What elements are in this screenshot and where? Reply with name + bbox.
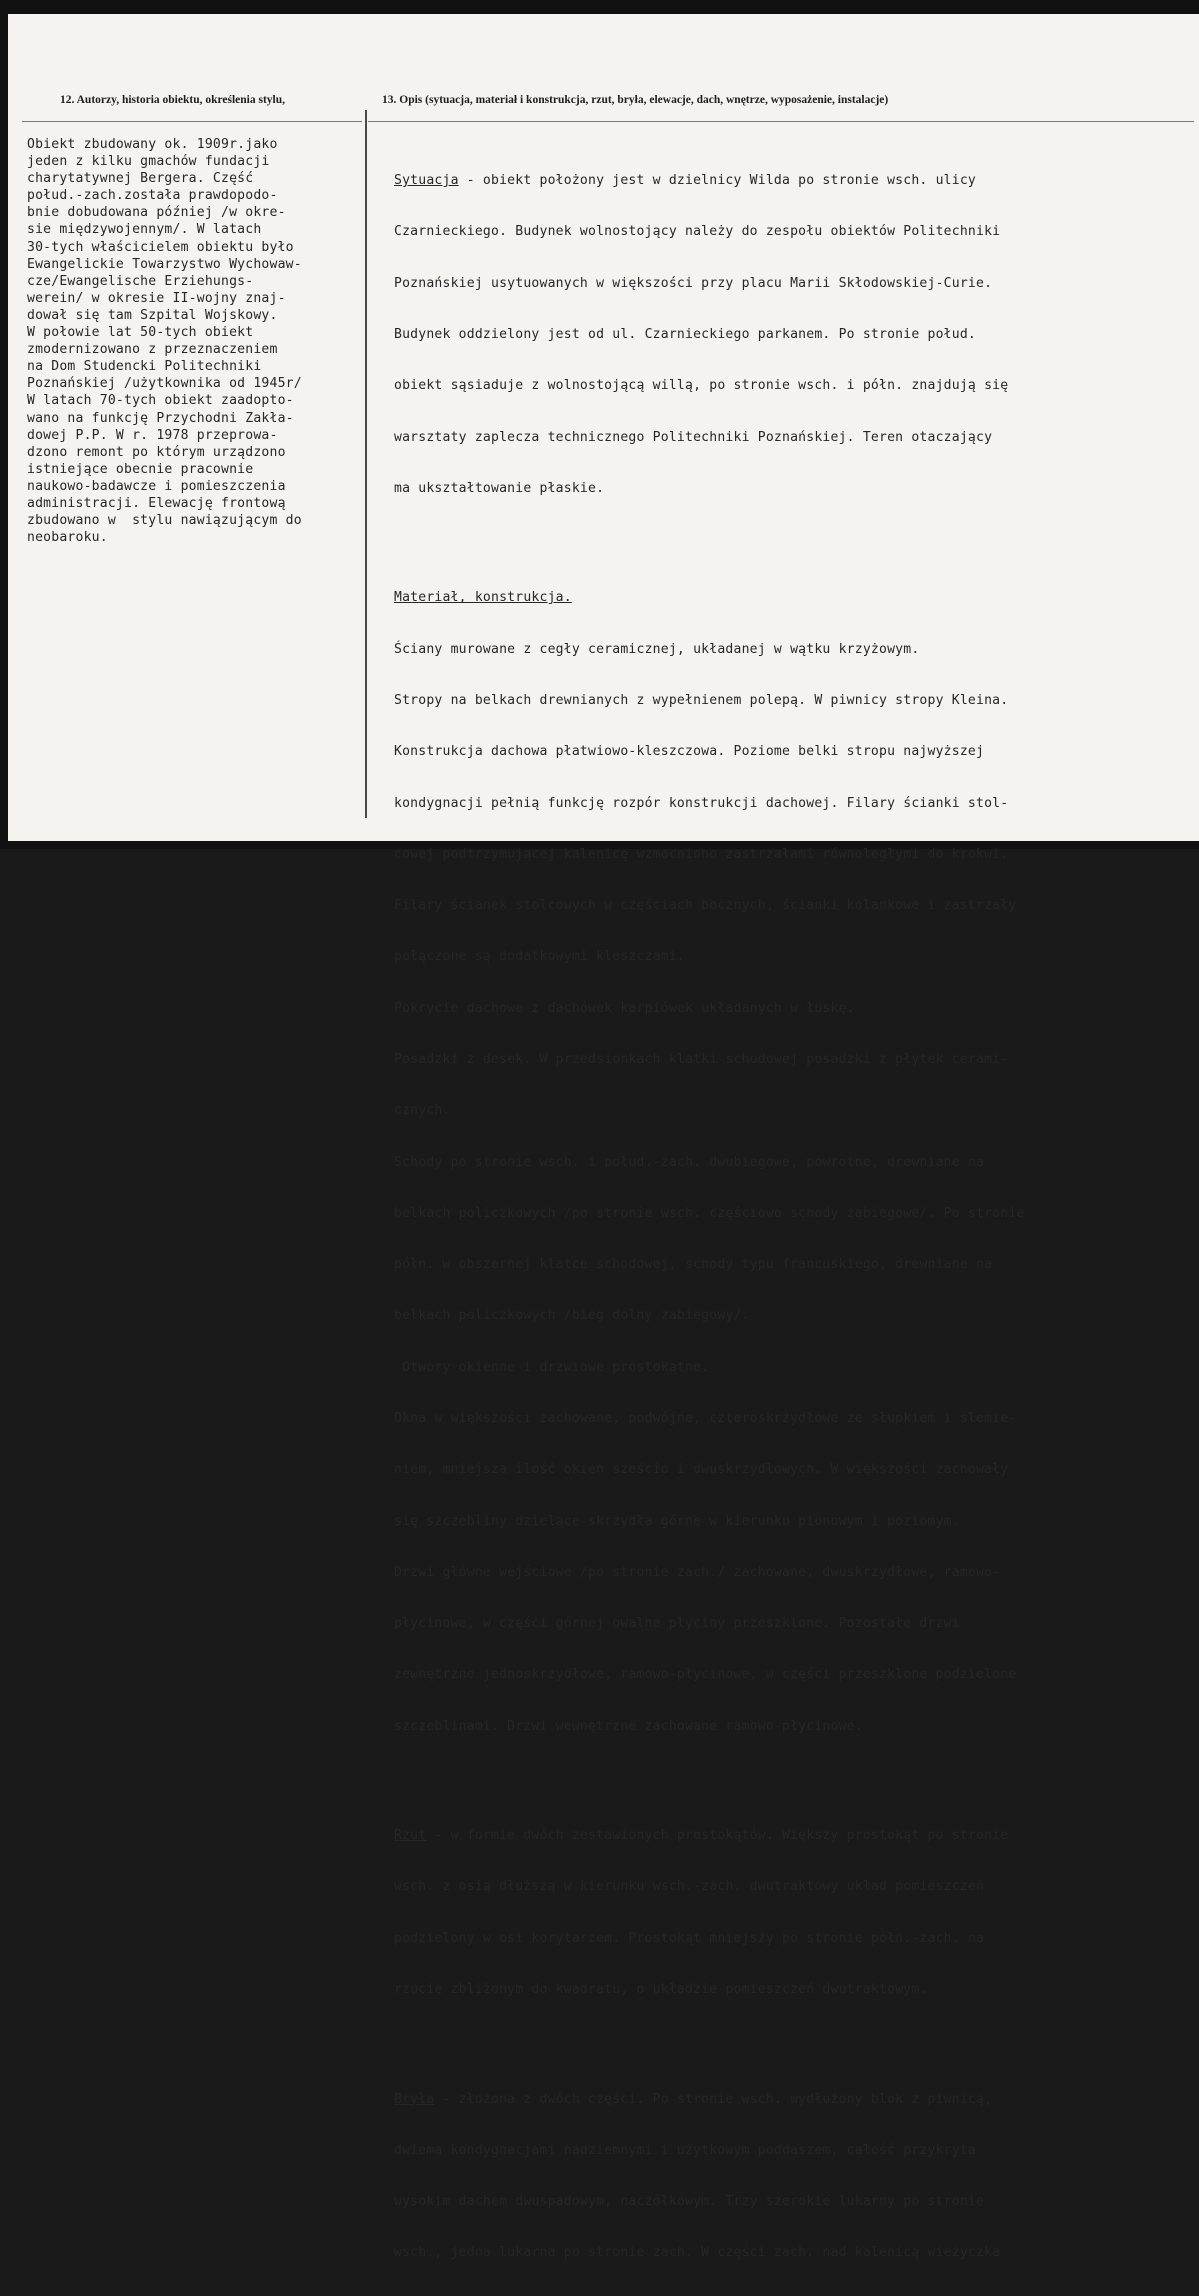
sytuacja-line: obiekt sąsiaduje z wolnostojącą willą, po stronie wsch. i półn. znajdują się xyxy=(394,378,1009,394)
material-line: Ściany murowane z cegły ceramicznej, układanej w wątku krzyżowym. xyxy=(394,641,920,657)
header-rule-right xyxy=(368,121,1194,122)
history-line: dował się tam Szpital Wojskowy. xyxy=(27,307,278,323)
sytuacja-line: Budynek oddzielony jest od ul. Czarnieckiego parkanem. Po stronie połud. xyxy=(394,327,976,343)
document-page xyxy=(8,14,1199,2261)
material-line: półn. w obszernej klatce schodowej, schody typu francuskiego, drewniane na xyxy=(394,1257,993,1273)
description-text xyxy=(394,138,1024,2296)
material-line: Filary ścianek stolcowych w częściach bocznych, ścianki kolankowe i zastrzały xyxy=(394,898,1017,914)
material-line: Otwory okienne i drzwiowe prostokątne. xyxy=(394,1359,710,1375)
history-line: wano na funkcję Przychodni Zakła- xyxy=(27,410,294,426)
rzut-label: Rzut xyxy=(394,1828,427,1844)
material-line: cowej podtrzymującej kalenicę wzmocniono zastrzałami równoległymi do krokwi. xyxy=(394,846,1009,862)
column-divider xyxy=(365,110,367,818)
bryla-label: Bryła xyxy=(394,2091,435,2107)
material-line: połączone są dodatkowymi kleszczami. xyxy=(394,949,685,965)
bryla-first-line: Bryła - złożona z dwóch części. Po stronie wsch. wydłużony blok z piwnicą, xyxy=(394,2091,993,2107)
history-line: administracji. Elewację frontową xyxy=(27,495,286,511)
material-line: się szczebliny dzielące skrzydła górne w kierunku pionowym i poziomym. xyxy=(394,1513,960,1529)
history-line: 30-tych właścicielem obiektu było xyxy=(27,239,294,255)
material-line: niem, mniejsza ilość okien sześcio i dwuskrzydłowych. W większości zachowały xyxy=(394,1462,1009,1478)
material-line: płycinowe, w części górnej owalne płyciny przeszklone. Pozostałe drzwi xyxy=(394,1616,960,1632)
history-line: neobaroku. xyxy=(27,530,108,546)
material-line: belkach policzkowych /bieg dolny zabiegowy/. xyxy=(394,1308,750,1324)
rzut-first-line: Rzut - w formie dwóch zestawionych prostokątów. Większy prostokąt po stronie xyxy=(394,1828,1009,1844)
history-line: połud.-zach.została prawdopodo- xyxy=(27,188,278,204)
history-line: naukowo-badawcze i pomieszczenia xyxy=(27,478,286,494)
history-line: cze/Ewangelische Erziehungs- xyxy=(27,273,254,289)
material-line: Okna w większości zachowane, podwójne, czteroskrzydłowe ze słupkiem i ślemie- xyxy=(394,1410,1017,1426)
sytuacja-line: warsztaty zaplecza technicznego Politechniki Poznańskiej. Teren otaczający xyxy=(394,429,993,445)
paragraph-gap xyxy=(394,1769,1024,1776)
history-line: zbudowano w stylu nawiązującym do xyxy=(27,513,302,529)
paragraph-gap xyxy=(394,2032,1024,2039)
history-line: werein/ w okresie II-wojny znaj- xyxy=(27,290,286,306)
history-line: Obiekt zbudowany ok. 1909r.jako xyxy=(27,137,278,152)
material-line: Pokrycie dachowe z dachówek karpiówek układanych w łuskę. xyxy=(394,1000,855,1016)
history-text xyxy=(27,136,302,546)
sytuacja-first-line: Sytuacja - obiekt położony jest w dzielnicy Wilda po stronie wsch. ulicy xyxy=(394,173,976,189)
history-line: Poznańskiej /użytkownika od 1945r/ xyxy=(27,376,302,392)
section-13-header: 13. Opis (sytuacja, materiał i konstrukcja, rzut, bryła, elewacje, dach, wnętrze, wyposażenie, instalacje) xyxy=(382,94,889,106)
material-line: szczeblinami. Drzwi wewnętrzne zachowane ramowo-płycinowe. xyxy=(394,1718,863,1734)
sytuacja-label: Sytuacja xyxy=(394,173,459,189)
material-line: Drzwi główne wejściowe /po stronie zach./ zachowane, dwuskrzydłowe, ramowo- xyxy=(394,1564,1001,1580)
paragraph-gap xyxy=(394,531,1024,538)
sytuacja-line: Czarnieckiego. Budynek wolnostojący należy do zespołu obiektów Politechniki xyxy=(394,224,1001,240)
material-line: Posadzki z desek. W przedsionkach klatki schodowej posadzki z płytek cerami- xyxy=(394,1051,1009,1067)
material-line: Stropy na belkach drewnianych z wypełnienem polepą. W piwnicy stropy Kleina. xyxy=(394,693,1009,708)
material-line: belkach policzkowych /po stronie wsch. częściowo schody zabiegowe/. Po stronie xyxy=(394,1205,1025,1221)
history-line: dowej P.P. W r. 1978 przeprowa- xyxy=(27,427,278,443)
history-line: bnie dobudowana później /w okre- xyxy=(27,205,286,221)
history-line: W latach 70-tych obiekt zaadopto- xyxy=(27,393,294,409)
header-rule-left xyxy=(22,121,362,122)
history-line: sie międzywojennym/. W latach xyxy=(27,222,262,238)
history-line: zmodernizowano z przeznaczeniem xyxy=(27,342,278,358)
history-line: W połowie lat 50-tych obiekt xyxy=(27,325,254,341)
material-line: Konstrukcja dachowa płatwiowo-kleszczowa. Poziome belki stropu najwyższej xyxy=(394,744,985,760)
bryla-line: dwiema kondygnacjami nadziemnymi i użytkowym poddaszem, całość przykryta xyxy=(394,2142,976,2158)
bryla-line: wsch., jedna lukarna po stronie zach. W części zach. nad kalenicą wieżyczka xyxy=(394,2245,1001,2261)
history-line: jeden z kilku gmachów fundacji xyxy=(27,154,270,170)
material-line: zewnętrzne jednoskrzydłowe, ramowo-płycinowe, w części przeszklone podzielone xyxy=(394,1667,1017,1683)
rzut-line: wsch. z osią dłuższą w kierunku wsch.-zach. dwutraktowy układ pomieszczeń xyxy=(394,1879,985,1895)
sytuacja-line: ma ukształtowanie płaskie. xyxy=(394,480,605,496)
material-label: Materiał, konstrukcja. xyxy=(394,590,572,606)
sytuacja-line: Poznańskiej usytuowanych w większości przy placu Marii Skłodowskiej-Curie. xyxy=(394,275,993,291)
material-line: Schody po stronie wsch. i połud.-zach. dwubiegowe, powrotne, drewniane na xyxy=(394,1154,985,1170)
history-line: dzono remont po którym urządzono xyxy=(27,444,286,460)
material-line: kondygnacji pełnią funkcję rozpór konstrukcji dachowej. Filary ścianki stol- xyxy=(394,795,1009,811)
rzut-line: podzielony w osi korytarzem. Prostokąt mniejszy po stronie półn.-zach. na xyxy=(394,1930,985,1946)
history-line: istniejące obecnie pracownie xyxy=(27,461,254,477)
history-line: Ewangelickie Towarzystwo Wychowaw- xyxy=(27,256,302,272)
material-line: cznych. xyxy=(394,1103,451,1119)
section-12-header: 12. Autorzy, historia obiektu, określenia stylu, xyxy=(60,94,286,106)
rzut-line: rzucie zbliżonym do kwadratu, o układzie pomieszczeń dwutraktowym. xyxy=(394,1982,928,1998)
history-line: na Dom Studencki Politechniki xyxy=(27,359,262,375)
material-heading xyxy=(394,589,1024,606)
bryla-line: wysokim dachem dwuspadowym, naczółkowym. Trzy szerokie lukarny po stronie xyxy=(394,2194,985,2210)
history-line: charytatywnej Bergera. Część xyxy=(27,171,254,187)
